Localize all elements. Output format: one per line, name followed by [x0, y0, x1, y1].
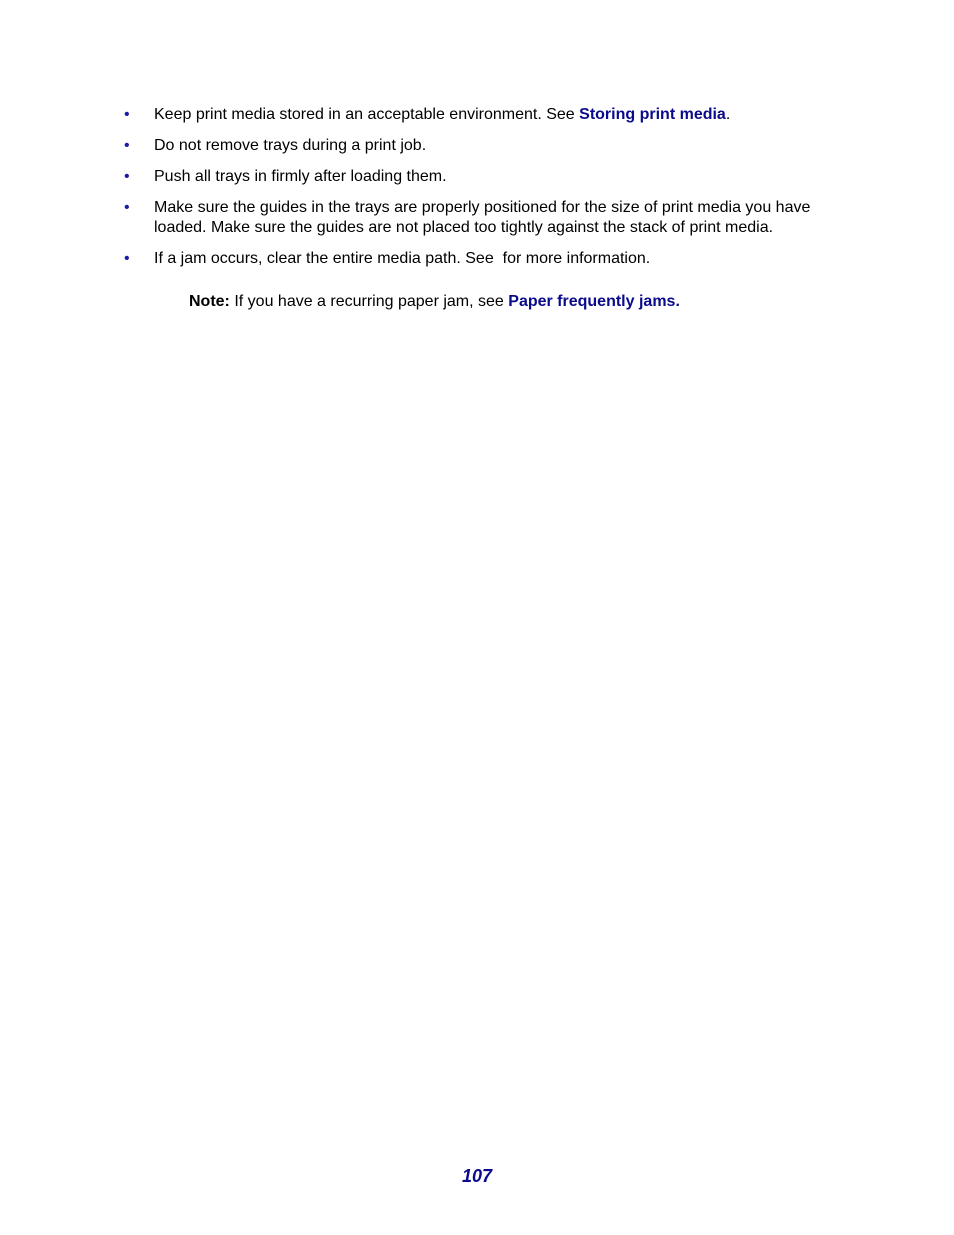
list-item: [0, 167, 954, 187]
page-number: 107: [461, 1166, 493, 1186]
list-item-text: Do not remove trays during a print job.: [154, 137, 427, 154]
bullet-icon: •: [124, 168, 130, 185]
list-item: [0, 198, 954, 238]
note-label: Note:: [189, 293, 230, 310]
list-item: [0, 105, 954, 125]
storing-print-media-link[interactable]: Storing print media: [579, 106, 726, 123]
note: [189, 292, 680, 312]
note-text: If you have a recurring paper jam, see: [229, 293, 509, 310]
list-item: [0, 249, 954, 269]
list-item: [0, 136, 954, 156]
bullet-icon: •: [124, 250, 130, 267]
list-item-text: Push all trays in firmly after loading them.: [154, 168, 447, 185]
list-item-text: If a jam occurs, clear the entire media path. See for more information.: [154, 250, 651, 267]
list-item-text-end: .: [725, 106, 731, 123]
paper-frequently-jams-link[interactable]: Paper frequently jams.: [508, 293, 680, 310]
bullet-icon: •: [124, 106, 130, 123]
bullet-icon: •: [124, 199, 130, 216]
list-item-text: Keep print media stored in an acceptable environment. See: [154, 106, 580, 123]
list-item-text: Make sure the guides in the trays are properly positioned for the size of print media you have loaded. Make sure the guides are not placed too tightly against the stack of print media.: [154, 199, 811, 236]
bullet-icon: •: [124, 137, 130, 154]
tips-list: [0, 105, 954, 280]
